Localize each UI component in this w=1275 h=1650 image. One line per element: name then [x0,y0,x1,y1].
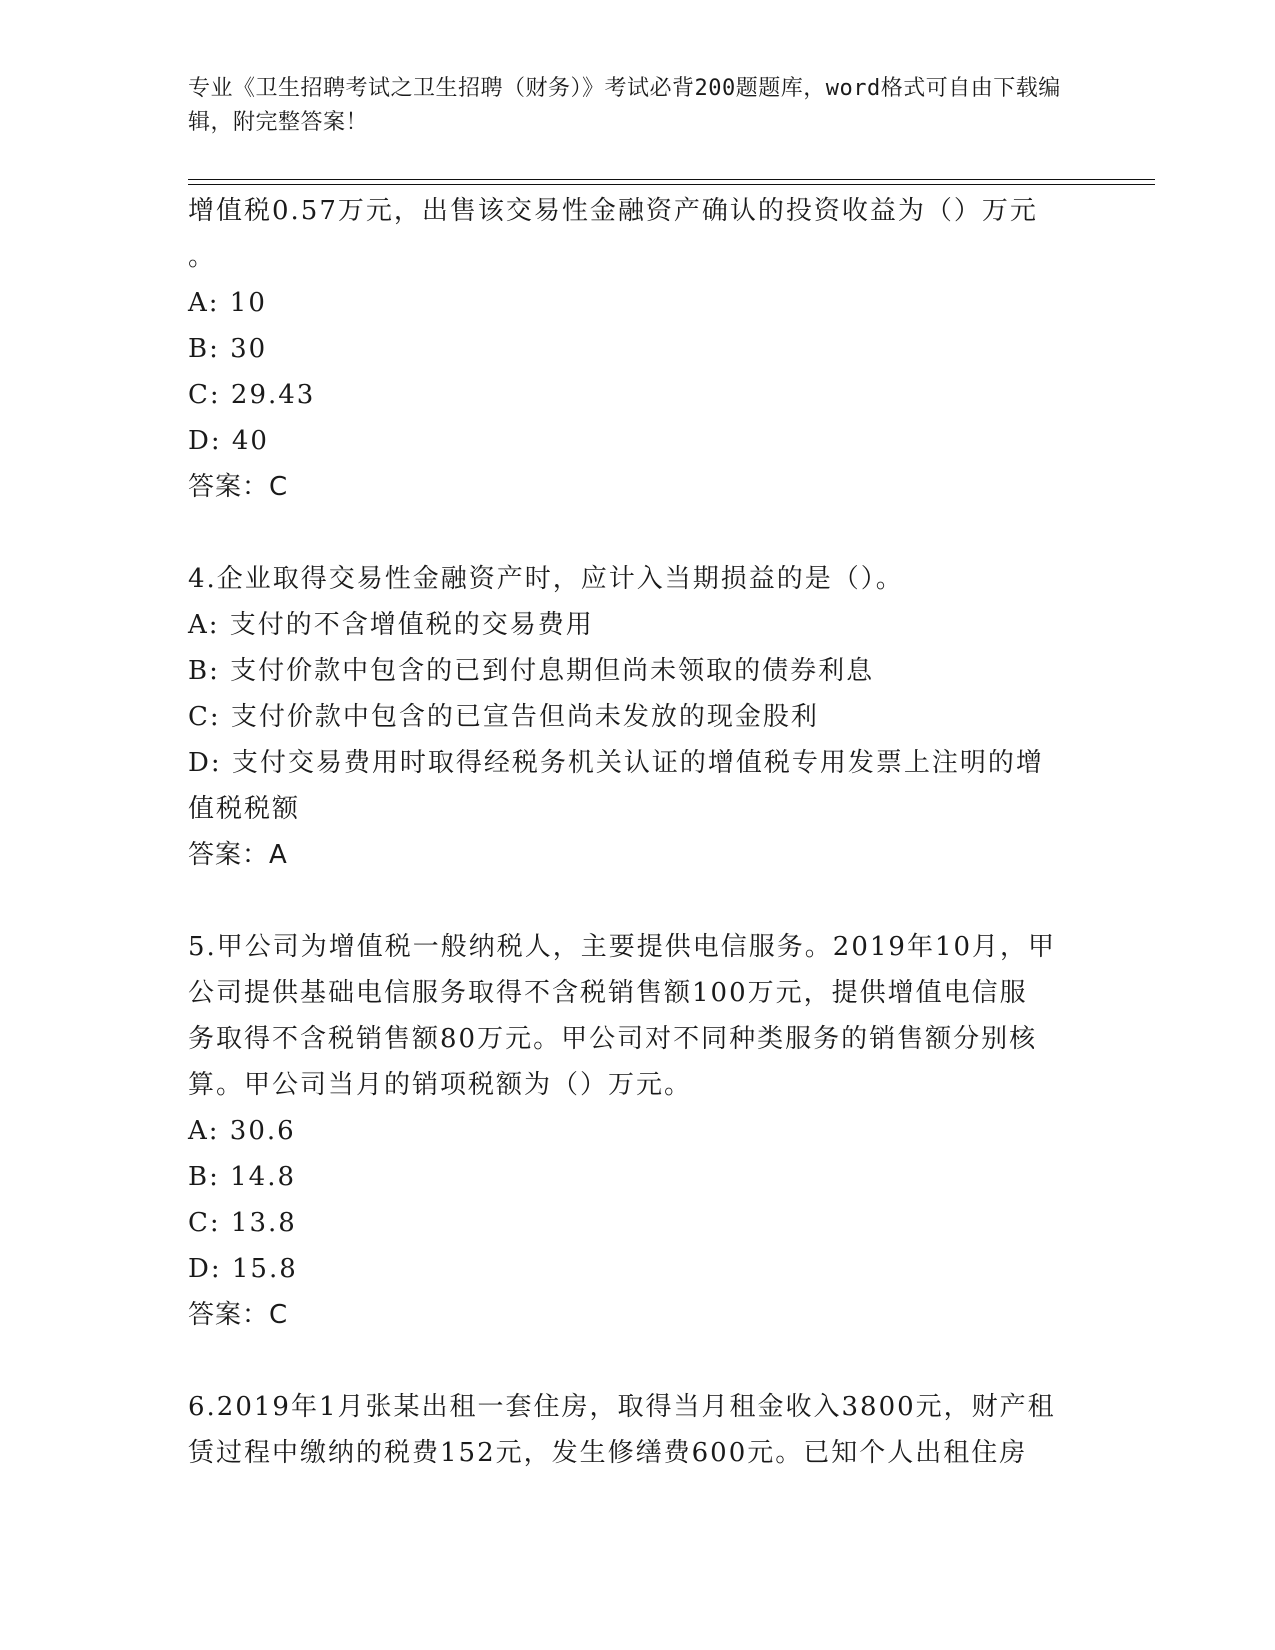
question-3-continued [188,188,1088,510]
option-a: A: 30.6 [188,1116,296,1146]
option-a: A: 10 [188,288,267,318]
question-text: 4.企业取得交易性金融资产时，应计入当期损益的是（）。 [188,564,904,594]
option-d: D: 40 [188,426,269,456]
option-b: B: 支付价款中包含的已到付息期但尚未领取的债券利息 [188,656,875,686]
spacer [188,878,1088,924]
question-text: 务取得不含税销售额80万元。甲公司对不同种类服务的销售额分别核 [188,1024,1038,1054]
answer-label: 答案：C [188,1300,289,1330]
header-rule-top [188,179,1155,180]
question-5 [188,924,1088,1338]
document-body [188,188,1088,1476]
question-6 [188,1384,1088,1476]
spacer [188,510,1088,556]
option-a: A: 支付的不含增值税的交易费用 [188,610,594,640]
option-b: B: 30 [188,334,268,364]
question-text: 。 [188,242,217,272]
answer-label: 答案：A [188,840,288,870]
option-c: C: 支付价款中包含的已宣告但尚未发放的现金股利 [188,702,819,732]
option-d: D: 支付交易费用时取得经税务机关认证的增值税专用发票上注明的增 [188,748,1044,778]
option-b: B: 14.8 [188,1162,297,1192]
document-header: 专业《卫生招聘考试之卫生招聘（财务）》考试必背200题题库，word格式可自由下载编辑，附完整答案！ [188,76,1061,135]
question-text: 增值税0.57万元，出售该交易性金融资产确认的投资收益为（）万元 [188,196,1038,226]
question-text: 算。甲公司当月的销项税额为（）万元。 [188,1070,693,1100]
question-4 [188,556,1088,878]
question-text: 公司提供基础电信服务取得不含税销售额100万元，提供增值电信服 [188,978,1028,1008]
header-rule-bottom [188,184,1155,185]
question-text: 6.2019年1月张某出租一套住房，取得当月租金收入3800元，财产租 [188,1392,1056,1422]
question-text: 赁过程中缴纳的税费152元，发生修缮费600元。已知个人出租住房 [188,1438,1028,1468]
spacer [188,1338,1088,1384]
question-text: 5.甲公司为增值税一般纳税人，主要提供电信服务。2019年10月，甲 [188,932,1057,962]
option-c: C: 13.8 [188,1208,297,1238]
answer-label: 答案：C [188,472,289,502]
option-d-continued: 值税税额 [188,794,301,824]
option-d: D: 15.8 [188,1254,298,1284]
option-c: C: 29.43 [188,380,316,410]
